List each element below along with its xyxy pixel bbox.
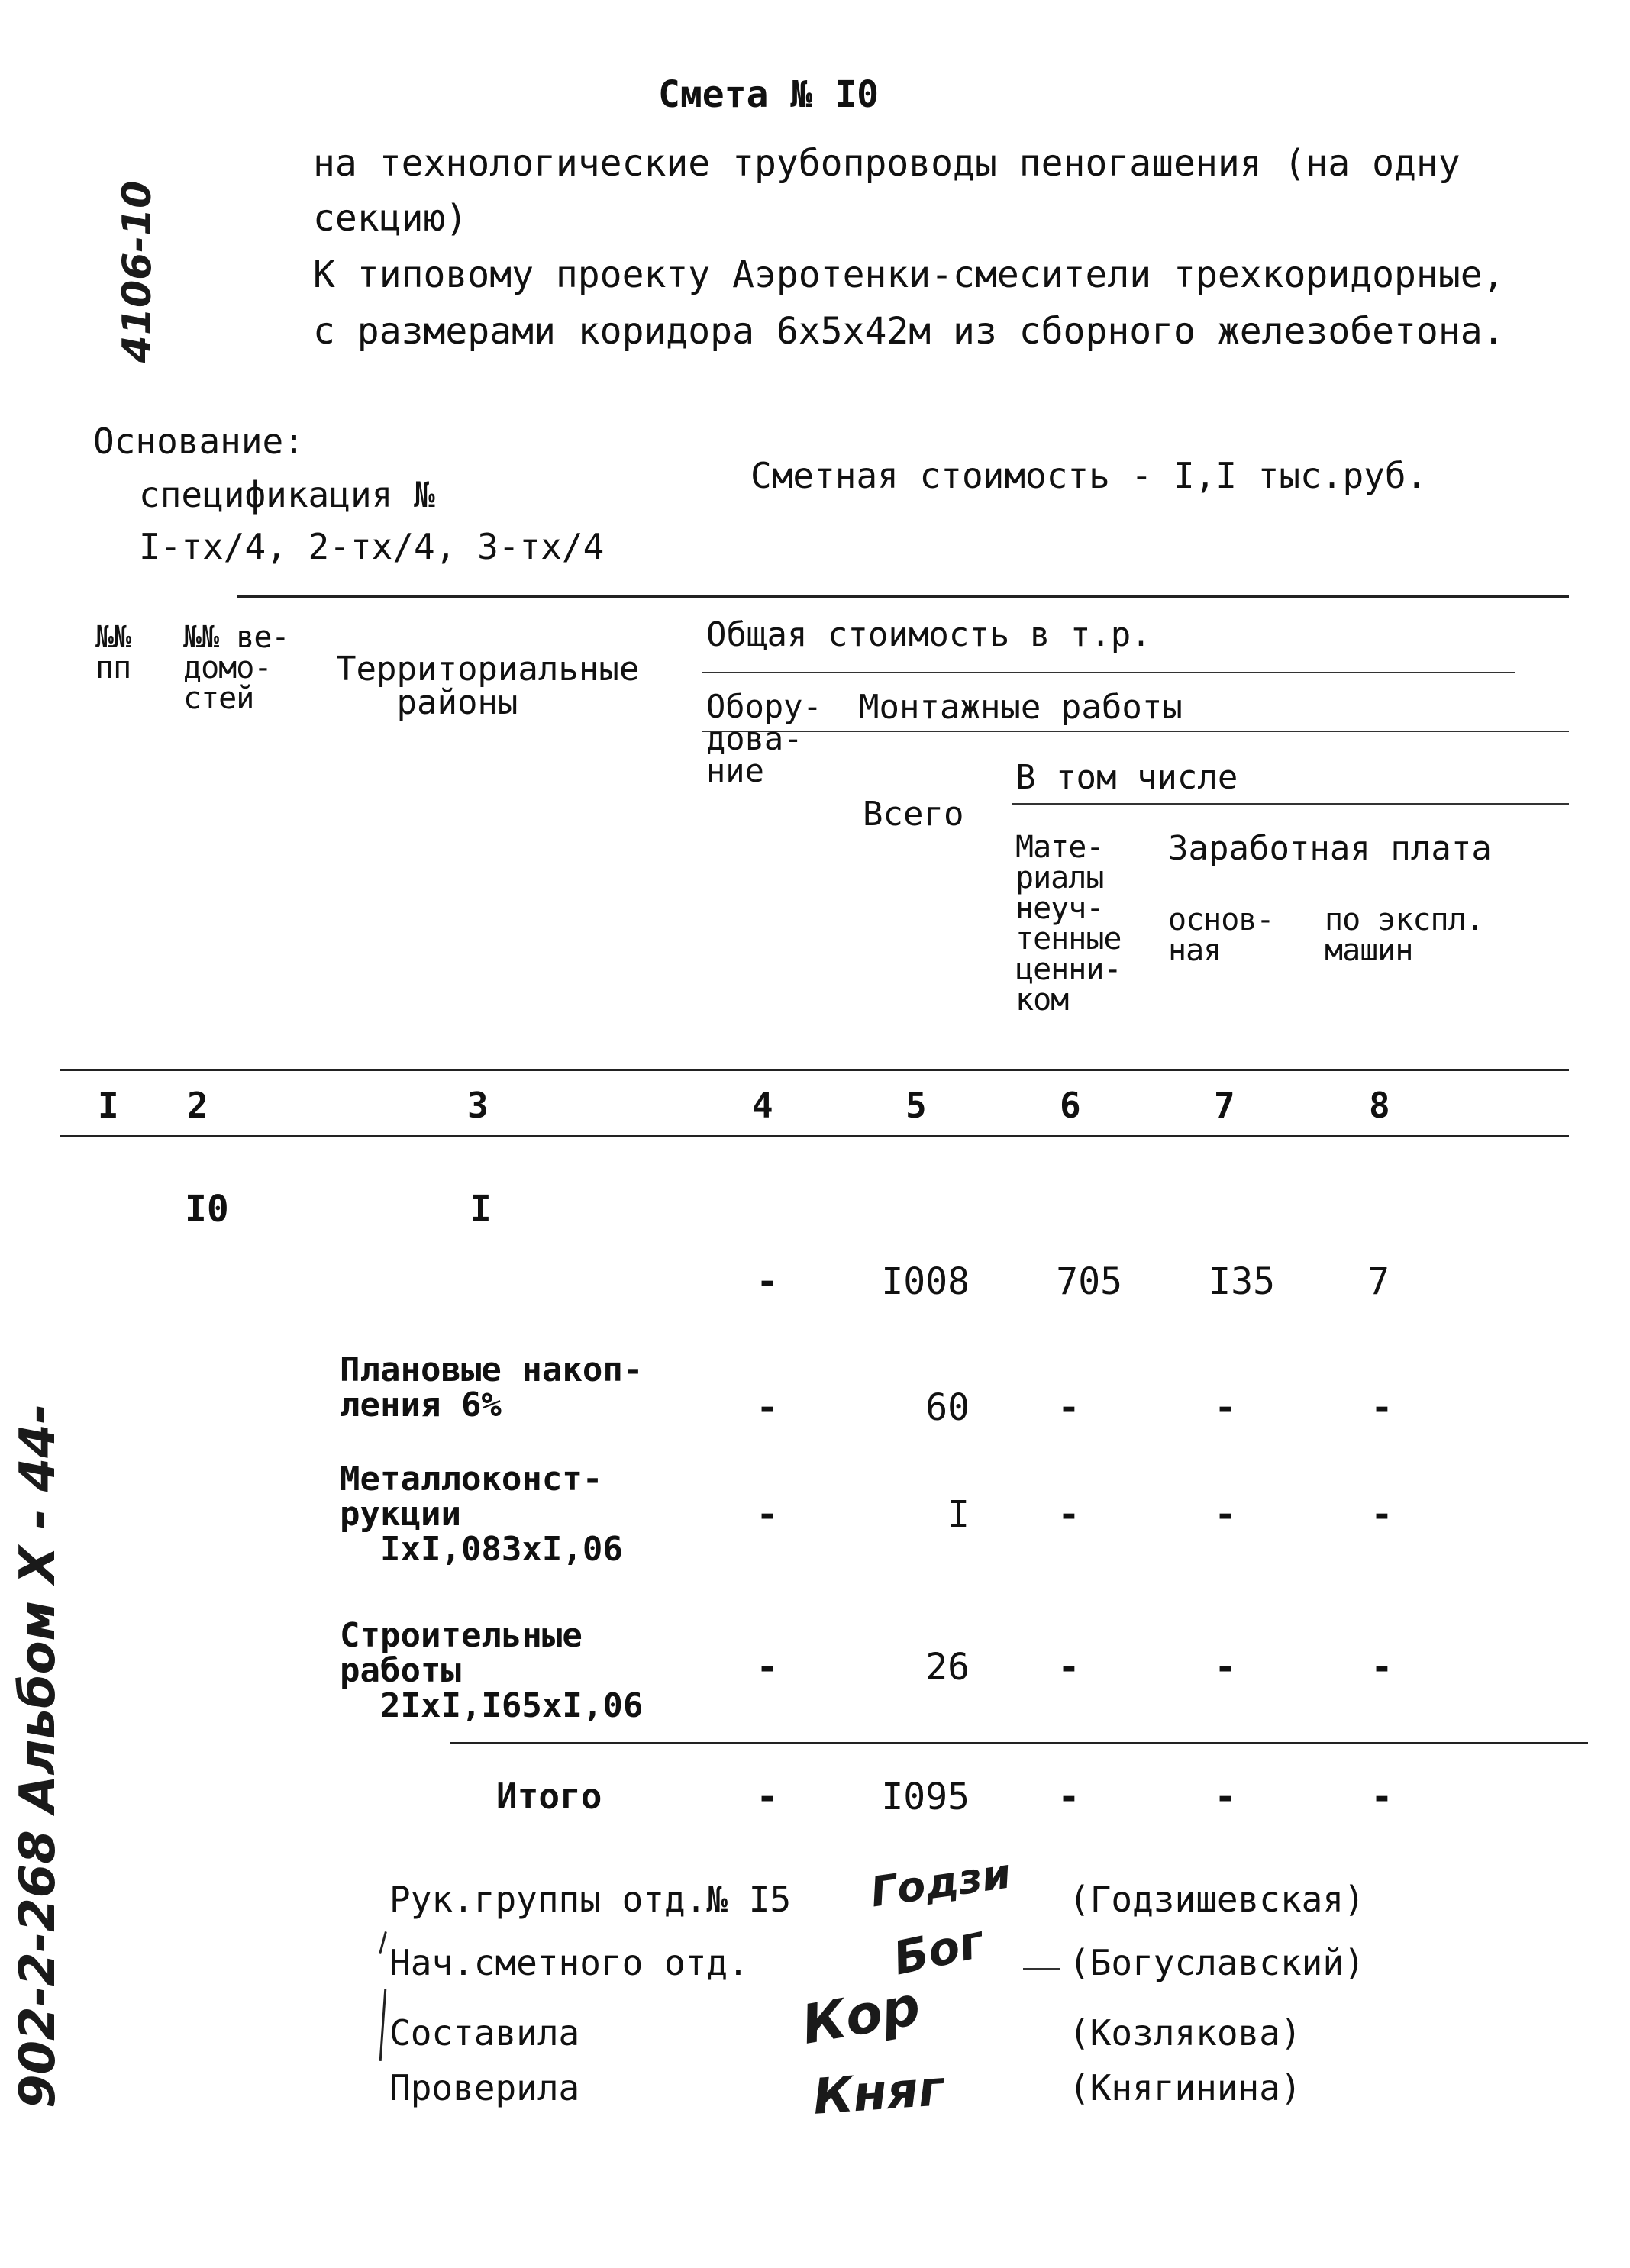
project-line-2: с размерами коридора 6х5х42м из сборного железобетона.: [313, 310, 1505, 353]
header-total-cost: Общая стоимость в т.р.: [706, 615, 1151, 654]
item-c4: -: [756, 1646, 779, 1689]
col-number: 4: [752, 1085, 773, 1126]
signature-name: (Княгинина): [1069, 2067, 1302, 2108]
signature-role: Рук.группы отд.№ I5: [389, 1879, 792, 1920]
basis-label: Основание:: [93, 421, 305, 462]
signature-handwritten: Княг: [811, 2060, 946, 2126]
item-c8: -: [1370, 1386, 1393, 1429]
item-c5: 60: [925, 1386, 970, 1429]
main-c6: 705: [1056, 1260, 1122, 1303]
header-wages-machines: по экспл. машин: [1325, 902, 1483, 968]
spec-label: спецификация №: [139, 474, 435, 515]
item-c6: -: [1057, 1493, 1080, 1536]
header-rule-2: [702, 731, 1569, 732]
margin-mark: [379, 1989, 387, 2061]
signature-handwritten: Годзи: [867, 1849, 1014, 1917]
total-c8: -: [1370, 1776, 1393, 1818]
main-c5: I008: [881, 1260, 970, 1303]
header-rule-1: [702, 672, 1515, 673]
item-c5: 26: [925, 1646, 970, 1689]
side-code: 4106-10: [115, 180, 160, 363]
item-c5: I: [947, 1493, 970, 1536]
signature-role: Нач.сметного отд.: [389, 1942, 749, 1983]
margin-mark: [379, 1931, 387, 1954]
header-including: В том числе: [1015, 758, 1238, 797]
album-note: 902-2-268 Альбом X - 44-: [10, 1403, 66, 2108]
sheet-number: I0: [185, 1188, 229, 1231]
signature-dash: [1023, 1968, 1060, 1970]
header-equipment: Обору- дова- ние: [706, 688, 822, 789]
total-c7: -: [1214, 1776, 1237, 1818]
header-materials: Мате- риалы неуч- тенные ценни- ком: [1015, 830, 1122, 1018]
table-top-rule: [237, 595, 1569, 598]
item-c6: -: [1057, 1386, 1080, 1429]
col-number: I: [98, 1085, 119, 1126]
subtitle-line-1: на технологические трубопроводы пеногашения (на одну: [313, 142, 1461, 185]
subtitle-line-2: секцию): [313, 197, 468, 240]
header-regions: Территориальные районы: [336, 650, 640, 722]
header-bottom-rule: [60, 1069, 1569, 1071]
col-number: 5: [905, 1085, 927, 1126]
signature-handwritten: Бог: [889, 1915, 989, 1986]
total-c4: -: [756, 1776, 779, 1818]
total-label: Итого: [496, 1776, 602, 1817]
main-c7: I35: [1209, 1260, 1275, 1303]
header-wages: Заработная плата: [1168, 829, 1492, 868]
item-c7: -: [1214, 1386, 1237, 1429]
item-c8: -: [1370, 1493, 1393, 1536]
col-number: 8: [1369, 1085, 1390, 1126]
spec-list: I-тх/4, 2-тх/4, 3-тх/4: [139, 526, 605, 567]
col-number: 2: [187, 1085, 208, 1126]
header-col-num: №№ пп: [95, 620, 131, 686]
signature-name: (Богуславский): [1069, 1942, 1365, 1983]
document-title: Смета № I0: [658, 73, 879, 116]
item-label: Строительные работы 2IxI,I65xI,06: [340, 1616, 644, 1726]
project-line-1: К типовому проекту Аэротенки-смесители трехкоридорные,: [313, 253, 1505, 296]
signature-name: (Годзишевская): [1069, 1879, 1365, 1920]
header-total: Всего: [863, 795, 964, 834]
header-installation: Монтажные работы: [859, 688, 1183, 727]
col-number: 7: [1214, 1085, 1235, 1126]
signature-name: (Козлякова): [1069, 2012, 1302, 2053]
total-rule: [450, 1742, 1588, 1744]
total-c5: I095: [881, 1776, 970, 1818]
main-c4: -: [756, 1260, 779, 1303]
item-c7: -: [1214, 1646, 1237, 1689]
item-c4: -: [756, 1386, 779, 1429]
col-number: 3: [467, 1085, 489, 1126]
total-c6: -: [1057, 1776, 1080, 1818]
item-label: Металлоконст- рукции IxI,083xI,06: [340, 1460, 623, 1570]
header-rule-3: [1012, 803, 1569, 805]
item-c7: -: [1214, 1493, 1237, 1536]
item-c6: -: [1057, 1646, 1080, 1689]
signature-role: Проверила: [389, 2067, 580, 2108]
estimated-cost: Сметная стоимость - I,I тыс.руб.: [750, 455, 1428, 496]
item-c8: -: [1370, 1646, 1393, 1689]
col-number: 6: [1060, 1085, 1081, 1126]
item-c4: -: [756, 1493, 779, 1536]
signature-role: Составила: [389, 2012, 580, 2053]
signature-handwritten: Кор: [797, 1974, 925, 2057]
region-number: I: [470, 1188, 492, 1231]
header-sheet-no: №№ ве- домо- стей: [183, 620, 289, 716]
main-c8: 7: [1367, 1260, 1390, 1303]
header-wages-basic: основ- ная: [1168, 902, 1274, 968]
col-numbers-rule: [60, 1135, 1569, 1137]
item-label: Плановые накоп- ления 6%: [340, 1350, 644, 1425]
